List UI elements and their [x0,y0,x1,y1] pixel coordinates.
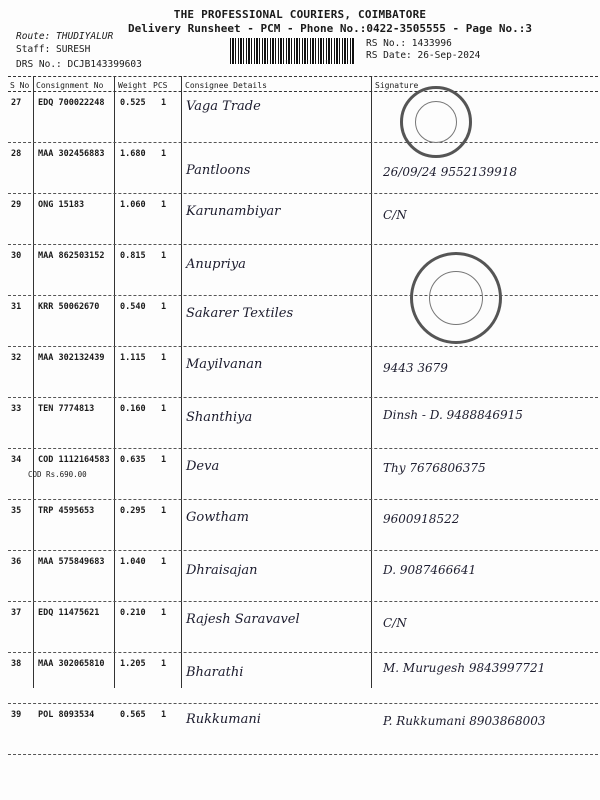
row-consignee-handwritten: Vaga Trade [186,99,261,114]
row-consignment-no: ONG 15183 [38,200,85,210]
row-consignment-no: MAA 575849683 [38,557,105,567]
row-pcs: 1 [161,608,167,618]
row-weight: 0.210 [120,608,146,618]
row-signature-handwritten: Thy 7676806375 [383,461,486,475]
rs-number: RS No.: 1433996 [366,38,452,49]
row-pcs: 1 [161,557,167,567]
row-pcs: 1 [161,659,167,669]
row-consignment-no: MAA 302132439 [38,353,105,363]
row-signature-handwritten: P. Rukkumani 8903868003 [383,714,546,728]
row-sno: 30 [11,251,22,261]
row-consignee-handwritten: Gowtham [186,510,250,525]
row-weight: 1.680 [120,149,146,159]
row-weight: 1.060 [120,200,146,210]
row-weight: 1.205 [120,659,146,669]
company-seal-stamp [400,86,472,158]
row-pcs: 1 [161,404,167,414]
row-sno: 36 [11,557,22,567]
table-row [8,653,598,704]
table-row [8,143,598,194]
row-pcs: 1 [161,506,167,516]
row-sno: 27 [11,98,22,108]
row-consignee-handwritten: Rajesh Saravavel [186,612,300,627]
table-row [8,704,598,755]
row-pcs: 1 [161,200,167,210]
row-weight: 0.635 [120,455,146,465]
table-row [8,449,598,500]
row-consignment-no: TRP 4595653 [38,506,95,516]
row-signature-handwritten: Dinsh - D. 9488846915 [383,408,523,422]
row-pcs: 1 [161,302,167,312]
row-pcs: 1 [161,149,167,159]
barcode [230,38,355,64]
table-row [8,194,598,245]
row-weight: 0.295 [120,506,146,516]
row-pcs: 1 [161,710,167,720]
row-weight: 0.525 [120,98,146,108]
table-row [8,347,598,398]
row-pcs: 1 [161,98,167,108]
col-signature-header: Signature [375,81,419,90]
row-consignee-handwritten: Rukkumani [186,712,261,727]
table-row [8,500,598,551]
row-weight: 1.040 [120,557,146,567]
row-signature-handwritten: D. 9087466641 [383,563,477,577]
col-sno-header: S No [10,81,30,90]
row-consignee-handwritten: Mayilvanan [186,357,263,372]
row-consignee-handwritten: Sakarer Textiles [186,306,294,321]
row-consignment-no: KRR 50062670 [38,302,100,312]
row-cod-amount: COD Rs.690.00 [28,470,87,479]
col-weight-header: Weight [118,81,147,90]
row-consignee-handwritten: Deva [186,459,220,474]
row-consignee-handwritten: Pantloons [186,163,251,178]
row-consignment-no: TEN 7774813 [38,404,95,414]
col-consignee-header: Consignee Details [185,81,267,90]
row-signature-handwritten: 9600918522 [383,512,460,526]
row-consignee-handwritten: Bharathi [186,665,244,680]
row-consignment-no: COD 1112164583 [38,455,110,465]
row-pcs: 1 [161,353,167,363]
drs-number: DRS No.: DCJB143399603 [16,59,142,70]
row-consignee-handwritten: Anupriya [186,257,246,272]
table-row [8,602,598,653]
row-sno: 34 [11,455,22,465]
row-signature-handwritten: 26/09/24 9552139918 [383,165,518,179]
row-sno: 35 [11,506,22,516]
header-top-rule [8,76,598,77]
row-pcs: 1 [161,455,167,465]
row-sno: 32 [11,353,22,363]
row-signature-handwritten: 9443 3679 [383,361,448,375]
row-weight: 0.815 [120,251,146,261]
row-weight: 0.540 [120,302,146,312]
company-title: THE PROFESSIONAL COURIERS, COIMBATORE [173,8,427,21]
table-row [8,551,598,602]
row-pcs: 1 [161,251,167,261]
table-row [8,296,598,347]
row-signature-handwritten: C/N [383,616,407,630]
row-consignment-no: EDQ 700022248 [38,98,105,108]
route-label: Route: THUDIYALUR [16,31,114,42]
row-consignee-handwritten: Shanthiya [186,410,253,425]
row-consignment-no: MAA 302456883 [38,149,105,159]
row-signature-handwritten: M. Murugesh 9843997721 [383,661,546,675]
row-consignment-no: MAA 302065810 [38,659,105,669]
col-pcs-header: PCS [153,81,168,90]
row-sno: 33 [11,404,22,414]
row-weight: 0.160 [120,404,146,414]
row-weight: 1.115 [120,353,146,363]
row-consignment-no: MAA 862503152 [38,251,105,261]
row-sno: 29 [11,200,22,210]
row-sno: 31 [11,302,22,312]
row-sno: 38 [11,659,22,669]
row-consignment-no: EDQ 11475621 [38,608,100,618]
table-row [8,245,598,296]
row-weight: 0.565 [120,710,146,720]
row-consignee-handwritten: Karunambiyar [186,204,281,219]
row-sno: 39 [11,710,22,720]
row-sno: 37 [11,608,22,618]
table-row [8,398,598,449]
runsheet-subtitle: Delivery Runsheet - PCM - Phone No.:0422-3505555 - Page No.:3 [128,22,532,35]
company-seal-stamp [410,252,502,344]
row-signature-handwritten: C/N [383,208,407,222]
col-consignment-header: Consignment No [36,81,104,90]
row-consignee-handwritten: Dhraisajan [186,563,258,578]
rs-date: RS Date: 26-Sep-2024 [366,50,481,61]
row-consignment-no: POL 8093534 [38,710,95,720]
row-sno: 28 [11,149,22,159]
staff-label: Staff: SURESH [16,44,91,55]
table-row [8,92,598,143]
